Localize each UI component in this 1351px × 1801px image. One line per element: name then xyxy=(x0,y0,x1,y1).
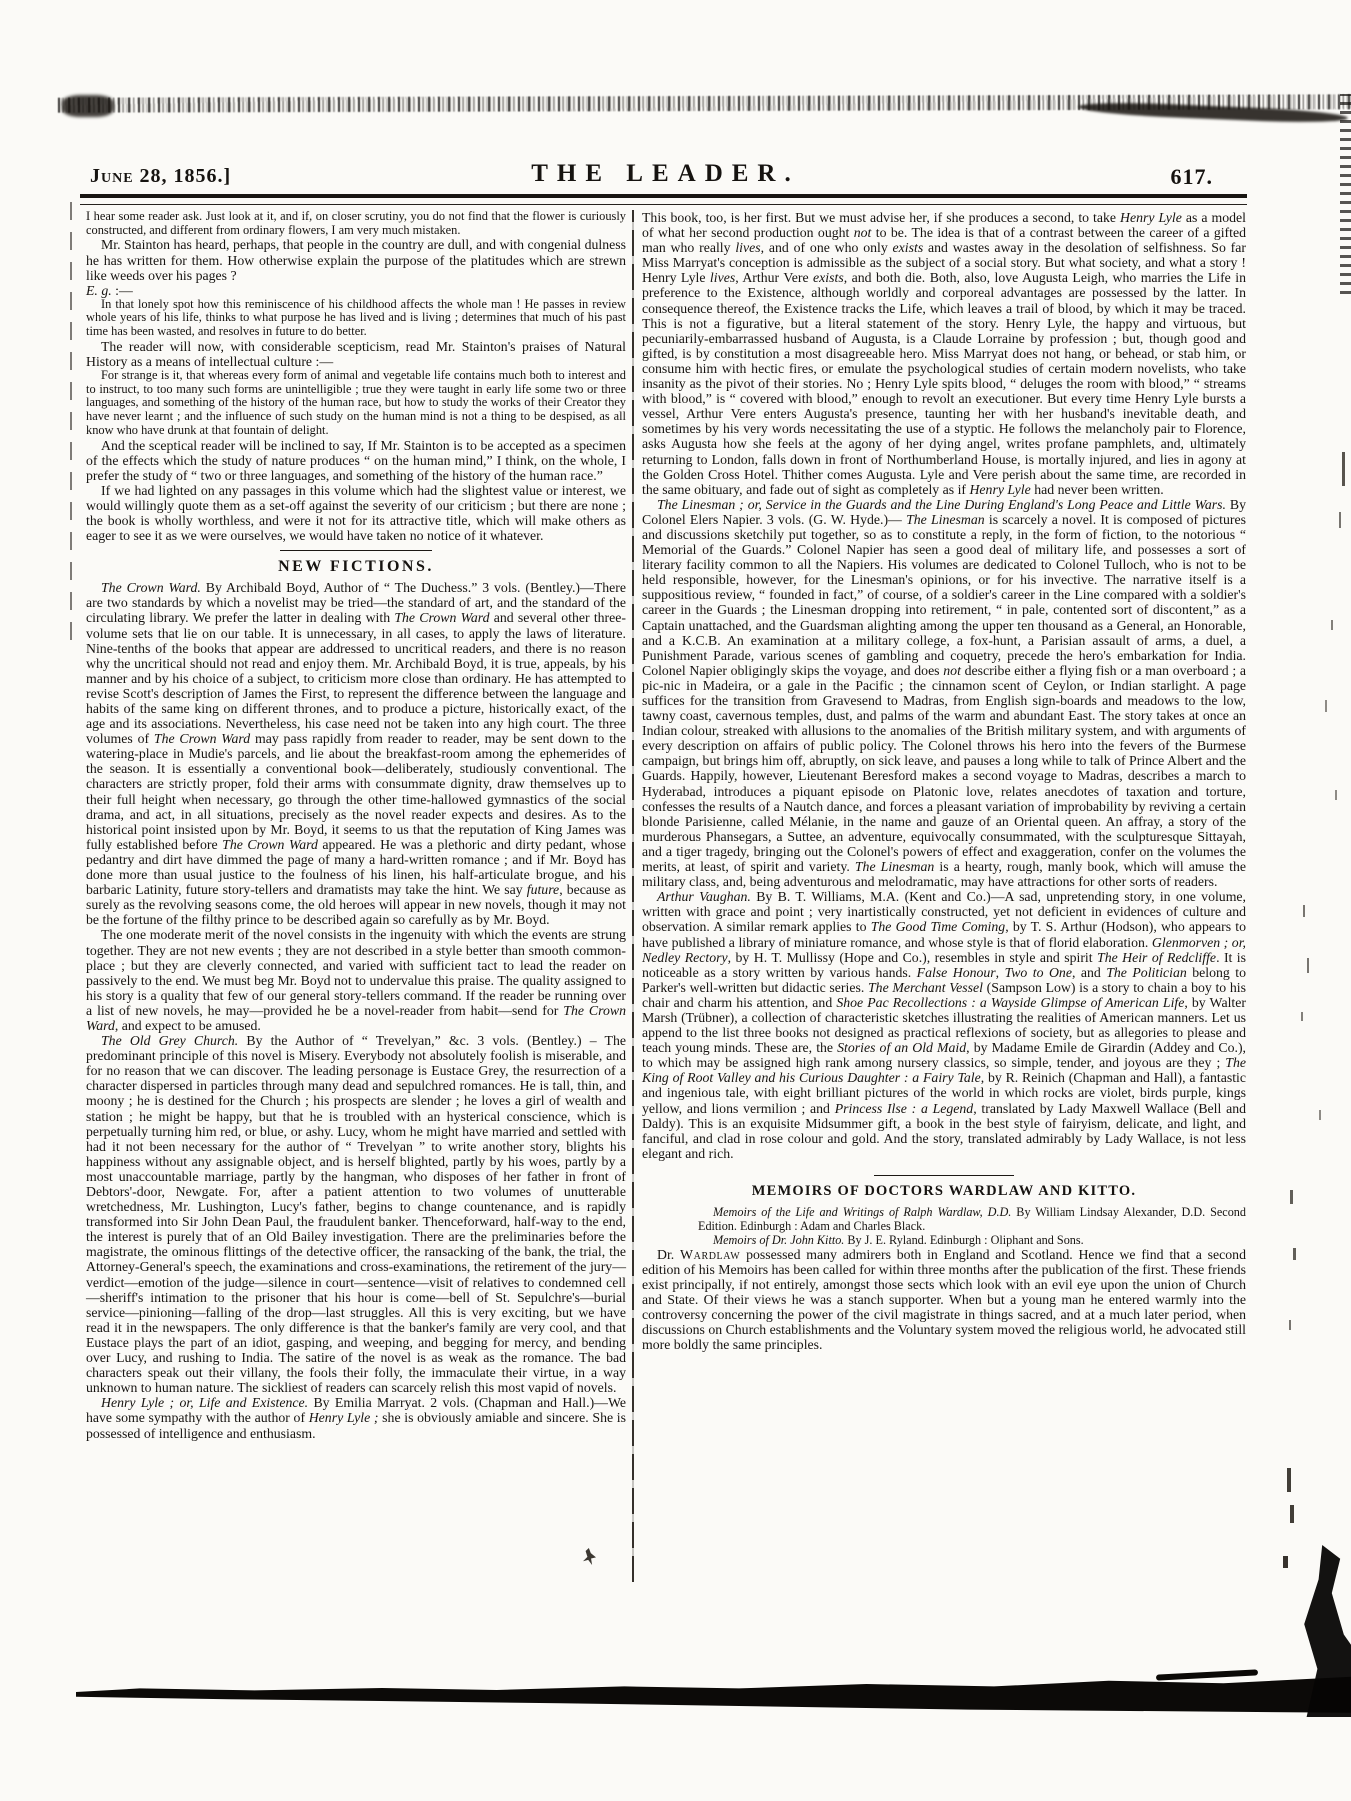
extract-paragraph: I hear some reader ask. Just look at it, and if, on closer scrutiny, you do not find that the flower is curiously constructed, and different from ordinary flowers, I am very much mistaken. xyxy=(86,209,626,237)
body-paragraph: And the sceptical reader will be inclined to say, If Mr. Stainton is to be accepted as a specimen of the effects which the study of nature produces “ on the human mind,” I think, on the whole, I prefer the study of “ two or three languages, and something of the history of the human race.” xyxy=(86,437,626,483)
extract-paragraph: For strange is it, that whereas every form of animal and vegetable life contains much both to interest and to instruct, to too many such forms are unintelligible ; true they were taught in early life some two or three languages, and something of the history of the human race, but how to study the works of their Creator they have never learnt ; and the influence of such study on the human mind is not a thing to be despised, as all know who have drunk at that fountain of delight. xyxy=(86,368,626,437)
page-header xyxy=(86,156,1245,188)
scan-artifact-left-edge xyxy=(70,200,72,640)
issue-date: June 28, 1856.] xyxy=(90,165,232,187)
body-paragraph: The one moderate merit of the novel consists in the ingenuity with which the events are strung together. They are not new events ; they are not described in a style better than smooth common-place ; but they are cleverly connected, and varied with sufficient tact to lead the reader on passively to the end. We must beg Mr. Boyd not to undervalue this praise. The quality assigned to his story is a quality that few of our general story-tellers command. If the reader be running over a list of new novels, he may—provided he be a novel-reader from habit—send for The Crown Ward, and expect to be amused. xyxy=(86,927,626,1033)
header-double-rule xyxy=(80,194,1247,205)
text-area xyxy=(86,210,1351,1582)
section-title: MEMOIRS OF DOCTORS WARDLAW AND KITTO. xyxy=(751,1182,1137,1199)
body-paragraph: The Crown Ward. By Archibald Boyd, Author of “ The Duchess.” 3 vols. (Bentley.)—There are two standards by which a novelist may be tried—the standard of art, and the standard of the circulating library. We prefer the latter in dealing with The Crown Ward and several other three-volume sets that lie on our table. It is unnecessary, in all cases, to apply the laws of literature. Nine-tenths of the books that appear are addressed to uncritical readers, and there is no reason why the uncritical should not read and enjoy them. Mr. Archibald Boyd, it is true, appeals, by his manner and by his choice of a subject, to criticism more close than ordinary. He has attempted to revise Scott's description of James the First, to represent the difference between the language and habits of the same king on different thrones, and to produce a picture, historically exact, of the age and its associations. Nevertheless, his case need not be taken into any high court. The three volumes of The Crown Ward may pass rapidly from reader to reader, may be sent down to the watering-place in Mudie's parcels, and lie about the breakfast-room among the ephemerides of the season. It is essentially a conventional book—deliberately, studiously conventional. The characters are strictly proper, fold their arms with consummate dignity, draw themselves up to their full height when necessary, go through the other time-hallowed gymnastics of the social drama, and act, in all situations, precisely as the novel reader expects and desires. As to the historical point insisted upon by Mr. Boyd, it seems to us that the reputation of King James was fully established before The Crown Ward appeared. He was a plethoric and dirty pedant, whose pedantry and dirt have dimmed the page of many a hard-written romance ; and if Mr. Boyd has done more than usual justice to the foulness of his linen, his half-articulate brogue, and his barbaric Latinity, future story-tellers and dramatists may take the hint. We say future, because as surely as the revolving seasons come, the old heroes will appear in new novels, though it may not be the fortune of the filthy prince to be described again so carefully as by Mr. Boyd. xyxy=(86,580,626,928)
section-heading xyxy=(642,1175,1246,1200)
body-paragraph: The Linesman ; or, Service in the Guards and the Line During England's Long Peace and Little Wars. By Colonel Elers Napier. 3 vols. (G. W. Hyde.)— The Linesman is scarcely a novel. It is composed of pictures and discussions sketchily put together, so as to constitute a reply, in the form of fiction, to the notorious “ Memorial of the Guards.” Colonel Napier has seen a good deal of military life, and possesses a sort of literary facility common to all the Napiers. His volumes are dedicated to Colonel Tulloch, who is not to be held responsible, however, for the Linesman's opinions, or for his invective. The narrative itself is a suppositious review, “ founded in fact,” of course, of a soldier's career in the Line compared with a soldier's career in the Guards ; the Linesman dropping into retirement, “ in pale, contented sort of discontent,” as a Captain unattached, and the Guardsman alighting among the upper ten thousand as a General, an Honorable, and a K.C.B. An examination at a military college, a fox-hunt, a Parisian assault of arms, a duel, a Punishment Parade, various scenes of gambling and coquetry, precede the hero's embarkation for India. Colonel Napier obligingly skips the voyage, and does not describe either a flying fish or a man overboard ; a pic-nic in Madeira, or a gale in the Pacific ; the cinnamon scent of Ceylon, or Indian starlight. A page suffices for the transition from Gravesend to Madras, from English sign-boards and meadows to the low, tawny coast, cavernous temples, dust, and palms of the warm and abundant East. The story takes at once an Indian colour, streaked with allusions to the anomalies of the British military system, and with arguments of every description on affairs of public policy. The Colonel throws his hero into the fevers of the Burmese campaign, but brings him off, abruptly, on sick leave, and pauses a long while to talk of Prince Albert and the Guards. Happily, however, Lieutenant Beresford makes a second voyage to Madras, describes a march to Hyderabad, introduces a piquant episode on Platonic love, relates anecdotes of taxation and torture, confesses the results of a Nautch dance, and forces a pleasant variation of improbability by reviving a certain blonde Parisienne, called Mélanie, in the name and gauze of an Oriental queen. An affray, a story of the murderous Phansegars, a Suttee, an adventure, equivocally consummated, with the sculpturesque Sittayah, and a tiger tragedy, bringing out the Colonel's powers of effect and exaggeration, confer on the volumes the merits, at least, of spirit and variety. The Linesman is a hearty, rough, manly book, which will amuse the military class, and, being adventurous and melodramatic, may have attractions for other sorts of readers. xyxy=(642,496,1247,890)
body-paragraph: Mr. Stainton has heard, perhaps, that people in the country are dull, and with congenial dulness he has written for them. How otherwise explain the purpose of the platitudes which are strewn like weeds over his pages ? E. g. :— xyxy=(86,237,626,298)
right-column xyxy=(642,210,1246,1353)
body-paragraph: If we had lighted on any passages in this volume which had the slightest value or interest, we would willingly quote them as a set-off against the severity of our criticism ; but there are none ; the book is wholly worthless, and were it not for its attractive title, which will make others as eager to see it as we were ourselves, we would have taken no notice of it whatever. xyxy=(86,482,626,544)
book-citation: Memoirs of the Life and Writings of Ralph Wardlaw, D.D. By William Lindsay Alexander, D.D. Second Edition. Edinburgh : Adam and Charles Black. xyxy=(698,1204,1246,1233)
book-citation: Memoirs of Dr. John Kitto. By J. E. Ryland. Edinburgh : Oliphant and Sons. xyxy=(713,1232,1084,1247)
heading-rule xyxy=(874,1175,1014,1176)
body-paragraph: Arthur Vaughan. By B. T. Williams, M.A. (Kent and Co.)—A sad, unpretending story, in one volume, written with grace and point ; very inartistically constructed, yet not deficient in evidences of culture and observation. A similar remark applies to The Good Time Coming, by T. S. Arthur (Hodson), who appears to have published a library of miniature romance, and whose style is that of florid elaboration. Glenmorven ; or, Nedley Rectory, by H. T. Mullissy (Hope and Co.), resembles in style and spirit The Heir of Redcliffe. It is noticeable as a story written by various hands. False Honour, Two to One, and The Politician belong to Parker's well-written but didactic series. The Merchant Vessel (Sampson Low) is a story to chain a boy to his chair and charm his attention, and Shoe Pac Recollections : a Wayside Glimpse of American Life, by Walter Marsh (Trübner), a collection of characteristic sketches illustrating the realities of American manners. Let us append to the list three books not designed as practical reflexions of society, but as allegories to please and teach young minds. These are, the Stories of an Old Maid, by Madame Emile de Girardin (Addey and Co.), to which may be assigned high rank among nursery classics, so simple, tender, and joyous are they ; The King of Root Valley and his Curious Daughter : a Fairy Tale, by R. Reinich (Chapman and Hall), a fantastic and ingenious tale, with eight brilliant pictures of the world in which rocks are violet, birds purple, kings yellow, and lions vermilion ; and Princess Ilse : a Legend, translated by Lady Maxwell Wallace (Bell and Daldy). This is an exquisite Midsummer gift, a book in the best style of fairyism, delicate, and light, and fanciful, and clad in rose colour and gold. And the story, translated admirably by Lady Wallace, is not less elegant and rich. xyxy=(642,889,1247,1161)
scan-artifact-top-right-streak xyxy=(1078,100,1348,124)
page-number: 617. xyxy=(1170,164,1213,189)
column-divider-rule xyxy=(632,210,634,1582)
section-heading xyxy=(86,550,626,576)
body-paragraph: Dr. Wardlaw possessed many admirers both in England and Scotland. Hence we find that a second edition of his Memoirs has been called for within three months after the publication of the first. These friends exist principally, if not entirely, amongst those sects which look with an evil eye upon the union of Church and State. Of their views he was a stanch supporter. When but a young man he entered warmly into the controversy concerning the power of the civil magistrate in things sacred, and at a much later period, when discussions on Church establishments and the Voluntary system moved the religious world, he advocated still more boldly the same principles. xyxy=(642,1246,1246,1353)
body-paragraph: Henry Lyle ; or, Life and Existence. By Emilia Marryat. 2 vols. (Chapman and Hall.)—We have some sympathy with the author of Henry Lyle ; she is obviously amiable and sincere. She is possessed of intelligence and enthusiasm. xyxy=(86,1395,626,1441)
scan-artifact-hook-line xyxy=(1156,1669,1258,1680)
scan-artifact-top-left-blob xyxy=(62,95,114,117)
masthead-title: THE LEADER. xyxy=(531,160,800,187)
extract-paragraph: In that lonely spot how this reminiscence of his childhood affects the whole man ! He passes in review whole years of his life, thinks to what purpose he has lived and is living ; determines that much of his past time has been wasted, and resolves in future to do better. xyxy=(86,296,626,339)
scan-artifact-bottom-band xyxy=(76,1676,1351,1716)
scan-artifact-top-band xyxy=(58,94,1351,112)
body-paragraph: The reader will now, with considerable scepticism, read Mr. Stainton's praises of Natural History as a means of intellectual culture :— xyxy=(86,338,626,369)
left-column xyxy=(86,210,626,1441)
body-paragraph: This book, too, is her first. But we must advise her, if she produces a second, to take Henry Lyle as a model of what her second production ought not to be. The idea is that of a contrast between the career of a gifted man who really lives, and of one who only exists and wastes away in the desolation of selfishness. So far Miss Marryat's conception is admissible as the subject of a social story. But what society, and what a story ! Henry Lyle lives, Arthur Vere exists, and both die. Both, also, love Augusta Leigh, who marries the Life in preference to the Existence, although worldly and corporeal advantages are possessed by the latter. In consequence thereof, the Existence tracks the Life, which leaves a trail of blood, by which it may be traced. This is not a figurative, but a literal statement of the story. Henry Lyle, the happy and virtuous, but pecuniarily-embarrassed husband of Augusta, is a Claude Lorraine by profession ; but, though good and gifted, is by constitution a most disagreeable hero. Miss Marryat does not hang, or behead, or stab him, or consume him with hectic fires, or emulate the psychological studies of certain modern novelists, who take insanity as the pivot of their stories. No ; Henry Lyle spits blood, “ deluges the room with blood,” “ streams with blood,” is “ covered with blood,” enough to revolt an executioner. But every time Henry Lyle bursts a vessel, Arthur Vere enters Augusta's presence, taunting her with her husband's inevitable death, and sometimes by his very words necessitating the use of a styptic. He follows the melancholy pair to Florence, asks Augusta how she feels at the agony of her dying angel, writes profane pamphlets, and, ultimately returning to London, falls down in front of Northumberland House, is mortally injured, and lies in agony at the Golden Cross Hotel. Thither comes Augusta. Lyle and Vere perish about the same time, are recorded in the same obituary, and fade out of sight as completely as if Henry Lyle had never been written. xyxy=(642,210,1247,497)
section-title: NEW FICTIONS. xyxy=(278,558,434,576)
body-paragraph: The Old Grey Church. By the Author of “ Trevelyan,” &c. 3 vols. (Bentley.) – The predominant principle of this novel is Misery. Everybody not absolutely foolish is miserable, and for no reason that we can discover. The leading personage is Eustace Grey, the resurrection of a character dispersed in particles through many dead and sepulchred romances. He is tall, thin, and moony ; he is destined for the Church ; his prospects are slender ; he loves a girl of wealth and station ; he might be happy, but that he is troubled with an hysterical conscience, which is perpetually turning him red, or blue, or ashy. Lucy, whom he might have married and settled with had it not been necessary for the author of “ Trevelyan ” to write another story, blights his happiness without any assignable object, and is herself blighted, partly by his woes, partly by a most unaccountable marriage, partly by the hangman, who disposes of her father in front of Debtors'-door, Newgate. For, after a patient attention to two volumes of unutterable wretchedness, Mr. Lushington, Lucy's father, begins to change countenance, and is rapidly transformed into Sir John Dean Paul, the fraudulent banker. Thenceforward, half-way to the end, the interest is purely that of an Old Bailey investigation. There are the preliminaries before the magistrate, the ominous flittings of the detective officer, the ransacking of the bank, the trial, the Attorney-General's speech, the examinations and cross-examinations, the retirement of the jury—verdict—emotion of the judge—silence in court—sentence—visit of relatives to condemned cell—sheriff's intimation to the prisoner that his hour is come—bell of St. Sepulchre's—burial service—pinioning—falling of the drop—last struggles. All this is very exciting, but we have read it in the newspapers. The only difference is that the banker's family are very cool, and that Eustace plays the part of an idiot, gasping, and weeping, and begging for mercy, and bending over Lucy, and rushing to India. The satire of the novel is as weak as the romance. The bad characters speak out their villany, the fools their folly, the immaculate their virtue, in a way unknown to human nature. The sickliest of readers can scarcely relish this most vapid of novels. xyxy=(86,1033,626,1396)
heading-rule xyxy=(280,550,432,551)
